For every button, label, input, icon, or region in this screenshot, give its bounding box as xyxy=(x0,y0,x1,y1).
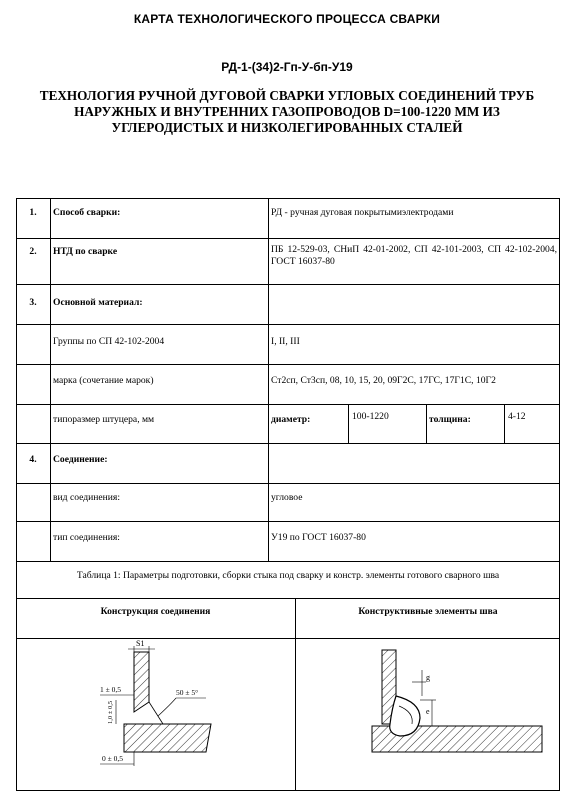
gap-top-label: 1 ± 0,5 xyxy=(100,685,121,694)
table-rule xyxy=(268,198,269,561)
row-label: типоразмер штуцера, мм xyxy=(53,414,155,425)
row-label: Соединение: xyxy=(53,454,108,465)
main-title xyxy=(14,88,560,136)
table-rule xyxy=(16,364,560,365)
thickness-label: толщина: xyxy=(429,414,471,425)
row-value: ПБ 12-529-03, СНиП 42-01-2002, СП 42-101-2003, СП 42-102-2004, ГОСТ 16037-80 xyxy=(271,244,557,267)
table-rule xyxy=(348,404,349,443)
row-value: угловое xyxy=(271,492,303,503)
row-label: вид соединения: xyxy=(53,492,121,503)
main-title-line: НАРУЖНЫХ И ВНУТРЕННИХ ГАЗОПРОВОДОВ D=100-1220 ММ ИЗ xyxy=(74,104,500,119)
table-rule xyxy=(16,324,560,325)
table-rule xyxy=(16,638,560,639)
row-value: У19 по ГОСТ 16037-80 xyxy=(271,532,366,543)
table-rule xyxy=(16,404,560,405)
row-label: тип соединения: xyxy=(53,532,120,543)
table-rule xyxy=(504,404,505,443)
row-number: 3. xyxy=(29,297,37,308)
blunt-label: 1,0 ± 0,5 xyxy=(107,700,114,724)
document-code: РД-1-(34)2-Гп-У-бп-У19 xyxy=(221,60,353,74)
row-label: Способ сварки: xyxy=(53,207,121,218)
table-rule xyxy=(426,404,427,443)
diameter-value: 100-1220 xyxy=(352,411,389,422)
row-number: 4. xyxy=(29,454,37,465)
table-rule xyxy=(16,238,560,239)
joint-construction-drawing xyxy=(16,640,295,790)
g-label: g xyxy=(426,673,430,682)
row-value: РД - ручная дуговая покрытымиэлектродами xyxy=(271,207,454,218)
row-label: НТД по сварке xyxy=(53,246,118,257)
s1-label: S1 xyxy=(136,640,145,648)
row-label: марка (сочетание марок) xyxy=(53,375,154,386)
row-number: 2. xyxy=(29,246,37,257)
row-number: 1. xyxy=(29,207,37,218)
table-caption: Таблица 1: Параметры подготовки, сборки стыка под сварку и констр. элементы готового сварного шва xyxy=(76,570,500,581)
main-title-line: УГЛЕРОДИСТЫХ И НИЗКОЛЕГИРОВАННЫХ СТАЛЕЙ xyxy=(111,120,463,135)
main-title-line: ТЕХНОЛОГИЯ РУЧНОЙ ДУГОВОЙ СВАРКИ УГЛОВЫХ СОЕДИНЕНИЙ ТРУБ xyxy=(39,88,535,103)
gap-bottom-label: 0 ± 0,5 xyxy=(102,754,123,763)
diameter-label: диаметр: xyxy=(271,414,311,425)
angle-label: 50 ± 5° xyxy=(176,688,199,697)
table-rule xyxy=(16,521,560,522)
weld-elements-drawing xyxy=(296,640,560,790)
table-rule xyxy=(50,198,51,561)
thickness-value: 4-12 xyxy=(508,411,526,422)
row-value: Ст2сп, Ст3сп, 08, 10, 15, 20, 09Г2С, 17ГС, 17Г1С, 10Г2 xyxy=(271,375,496,386)
row-label: Основной материал: xyxy=(53,297,143,308)
row-label: Группы по СП 42-102-2004 xyxy=(53,336,165,347)
table-rule xyxy=(16,284,560,285)
elements-header: Конструктивные элементы шва xyxy=(358,606,498,617)
table-rule xyxy=(16,443,560,444)
table-rule xyxy=(16,561,560,562)
table-rule xyxy=(16,483,560,484)
construction-header: Конструкция соединения xyxy=(100,606,211,617)
e-label: e xyxy=(426,707,430,716)
row-value: I, II, III xyxy=(271,336,300,347)
card-title: КАРТА ТЕХНОЛОГИЧЕСКОГО ПРОЦЕССА СВАРКИ xyxy=(133,12,441,26)
table-rule xyxy=(16,598,560,599)
